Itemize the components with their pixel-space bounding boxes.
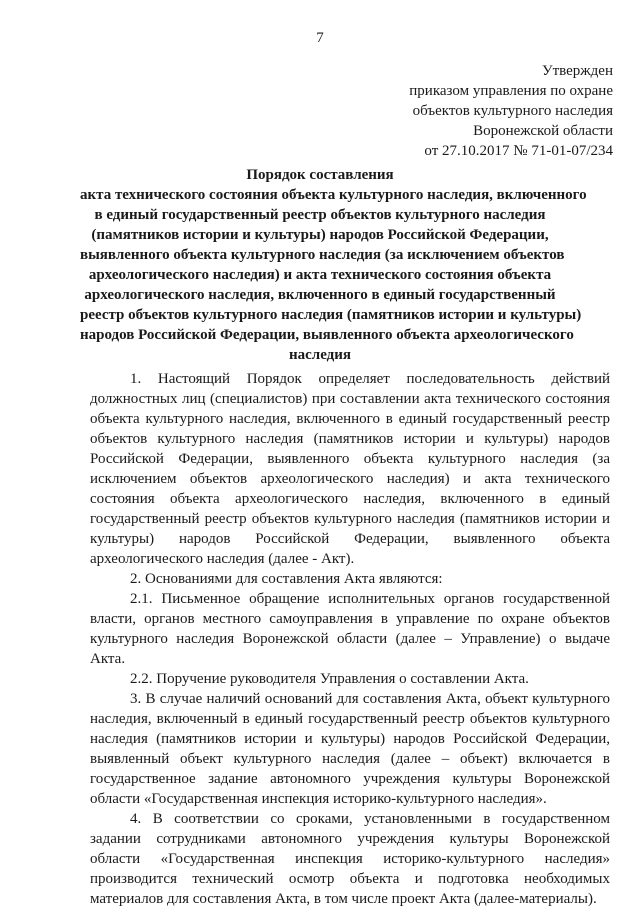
- title-line: акта технического состояния объекта культурного наследия, включенного: [80, 187, 587, 203]
- body-line: состояния объекта археологического наследия, включенного в единый: [90, 491, 610, 507]
- body-line: государственный реестр объектов культурного наследия (памятников истории и: [90, 511, 610, 527]
- body-line: материалов для составления Акта, в том числе проект Акта (далее-материалы).: [90, 891, 597, 907]
- body-line: исключением объектов археологического наследия) и акта технического: [90, 471, 610, 487]
- body-line: 2. Основаниями для составления Акта являются:: [130, 571, 443, 587]
- body-line: 2.1. Письменное обращение исполнительных органов государственной: [130, 591, 610, 607]
- body-line: наследия, включенный в единый государственный реестр объектов культурного: [90, 711, 610, 727]
- page-number: 7: [316, 30, 324, 46]
- body-line: 2.2. Поручение руководителя Управления о составлении Акта.: [130, 671, 529, 687]
- body-line: археологического наследия (далее - Акт).: [90, 551, 355, 567]
- body-line: культурного наследия Воронежской области (далее – Управление) о выдаче: [90, 631, 610, 647]
- title-line: Порядок составления: [246, 167, 394, 183]
- title-line: археологического наследия, включенного в единый государственный: [84, 287, 556, 303]
- title-line: в единый государственный реестр объектов культурного наследия: [94, 207, 546, 223]
- approval-stamp: [409, 61, 613, 161]
- body-line: должностных лиц (специалистов) при составлении акта технического состояния: [90, 391, 610, 407]
- approval-line: объектов культурного наследия: [412, 103, 613, 119]
- title-line: выявленного объекта культурного наследия (за исключением объектов: [80, 247, 565, 263]
- body-line: объекта культурного наследия, включенного в единый государственный реестр: [90, 411, 610, 427]
- body-line: 4. В соответствии со сроками, установленными в государственном: [130, 811, 610, 827]
- body-line: 1. Настоящий Порядок определяет последовательность действий: [130, 371, 610, 387]
- approval-line: от 27.10.2017 № 71-01-07/234: [424, 143, 613, 159]
- body-line: 3. В случае наличий оснований для составления Акта, объект культурного: [130, 691, 610, 707]
- body-line: задании сотрудниками автономного учреждения культуры Воронежской: [90, 831, 610, 847]
- body-line: области «Государственная инспекция историко-культурного наследия».: [90, 791, 547, 807]
- body-line: области «Государственная инспекция историко-культурного наследия»: [90, 851, 610, 867]
- approval-line: приказом управления по охране: [409, 83, 613, 99]
- document-body: [90, 369, 610, 909]
- approval-line: Воронежской области: [473, 123, 613, 139]
- approval-line: Утвержден: [541, 63, 613, 79]
- body-line: власти, органов местного самоуправления в управление по охране объектов: [90, 611, 610, 627]
- body-line: Акта.: [90, 651, 126, 667]
- body-line: объектов культурного наследия (памятников истории и культуры) народов: [90, 431, 610, 447]
- body-line: производится технический осмотр объекта и подготовка необходимых: [90, 871, 610, 887]
- title-line: народов Российской Федерации, выявленного объекта археологического: [80, 327, 574, 343]
- title-line: реестр объектов культурного наследия (памятников истории и культуры): [80, 307, 582, 323]
- body-line: государственное задание автономного учреждения культуры Воронежской: [90, 771, 610, 787]
- document-title: [80, 165, 587, 365]
- title-line: (памятников истории и культуры) народов Российской Федерации,: [91, 227, 549, 243]
- title-line: археологического наследия) и акта технического состояния объекта: [88, 267, 552, 283]
- body-line: наследия (памятников истории и культуры) народов Российской Федерации,: [90, 731, 610, 747]
- title-line: наследия: [288, 347, 352, 363]
- body-line: выявленный объект культурного наследия (далее – объект) включается в: [90, 751, 610, 767]
- body-line: культуры) народов Российской Федерации, выявленного объекта: [90, 531, 610, 547]
- body-line: Российской Федерации, выявленного объекта культурного наследия (за: [90, 451, 610, 467]
